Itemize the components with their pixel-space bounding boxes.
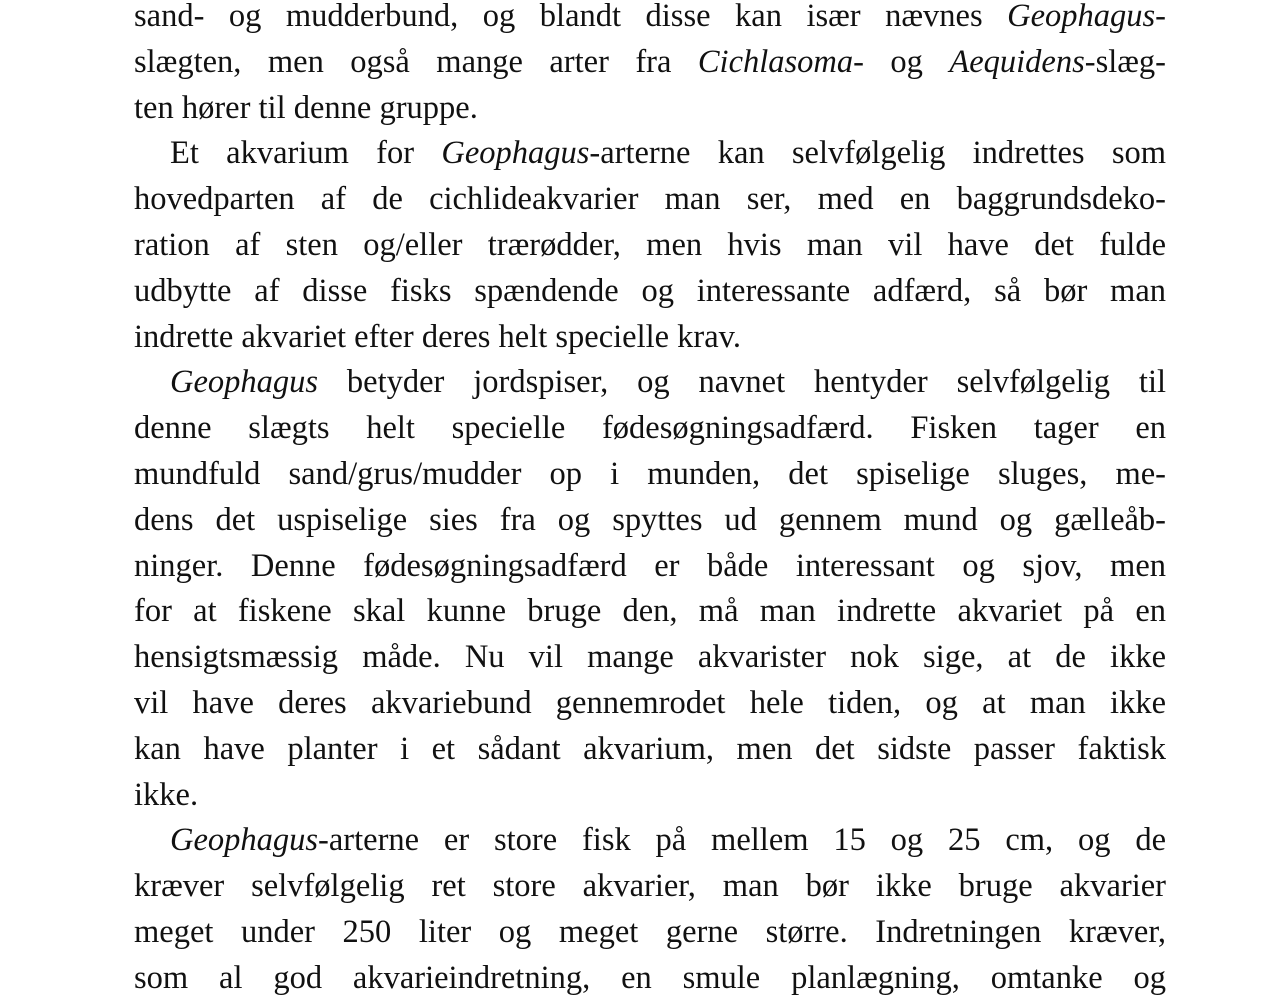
text-run: -arterne kan selvfølgelig indrettes som [589,135,1166,172]
text-run: ration af sten og/eller trærødder, men hvis man vil have det fulde [134,226,1166,263]
text-run: kan have planter i et sådant akvarium, men det sidste passer faktisk [134,730,1166,767]
text-run: -slæg- [1084,43,1166,80]
text-run: for at fiskene skal kunne bruge den, må man indrette akvariet på en [134,593,1166,630]
text-run: betyder jordspiser, og navnet hentyder selvfølgelig til [318,364,1166,401]
text-line [134,0,1166,40]
text-run: meget under 250 liter og meget gerne større. Indretningen kræver, [134,913,1166,950]
paragraph-p4 [134,818,1166,1001]
text-run: slægten, men også mange arter fra [134,43,698,80]
text-line [134,223,1166,269]
text-run: - [1155,0,1166,34]
text-line [134,86,1166,132]
text-run: sand- og mudderbund, og blandt disse kan især nævnes [134,0,1008,34]
text-run: -arterne er store fisk på mellem 15 og 25 cm, og de [318,822,1166,859]
text-line [134,818,1166,864]
text-line [134,635,1166,681]
text-run: indrette akvariet efter deres helt specielle krav. [134,318,741,355]
text-line [134,177,1166,223]
italic-term: Geophagus [441,135,590,172]
paragraph-p2 [134,131,1166,360]
paragraph-p1 [134,0,1166,131]
text-line [134,589,1166,635]
text-run: ten hører til denne gruppe. [134,89,478,126]
text-line [134,681,1166,727]
text-run: denne slægts helt specielle fødesøgningsadfærd. Fisken tager en [134,410,1166,447]
text-line [134,269,1166,315]
text-run: hovedparten af de cichlideakvarier man ser, med en baggrundsdeko- [134,181,1166,218]
text-line [134,956,1166,1002]
text-run: udbytte af disse fisks spændende og interessante adfærd, så bør man [134,272,1166,309]
text-line [134,864,1166,910]
text-line [134,727,1166,773]
text-run: kræver selvfølgelig ret store akvarier, man bør ikke bruge akvarier [134,868,1166,905]
text-run: vil have deres akvariebund gennemrodet hele tiden, og at man ikke [134,684,1166,721]
text-run: Et akvarium for [170,135,442,172]
text-line [134,544,1166,590]
text-run: mundfuld sand/grus/mudder op i munden, det spiselige sluges, me- [134,455,1166,492]
paragraph-p3 [134,360,1166,818]
text-run: som al god akvarieindretning, en smule planlægning, omtanke og [134,959,1166,996]
italic-term: Aequidens [949,43,1085,80]
text-run: hensigtsmæssig måde. Nu vil mange akvarister nok sige, at de ikke [134,639,1166,676]
text-run: dens det uspiselige sies fra og spyttes ud gennem mund og gælleåb- [134,501,1166,538]
text-line [134,40,1166,86]
text-line [134,131,1166,177]
text-run: - og [853,43,950,80]
text-run: ikke. [134,776,199,813]
text-line [134,910,1166,956]
italic-term: Cichlasoma [697,43,854,80]
document-page [134,0,1166,1002]
italic-term: Geophagus [1007,0,1156,34]
text-line [134,315,1166,361]
text-line [134,773,1166,819]
text-line [134,498,1166,544]
text-run: ninger. Denne fødesøgningsadfærd er både interessant og sjov, men [134,547,1166,584]
italic-term: Geophagus [170,822,319,859]
text-line [134,406,1166,452]
italic-term: Geophagus [170,364,319,401]
text-line [134,452,1166,498]
text-line [134,360,1166,406]
